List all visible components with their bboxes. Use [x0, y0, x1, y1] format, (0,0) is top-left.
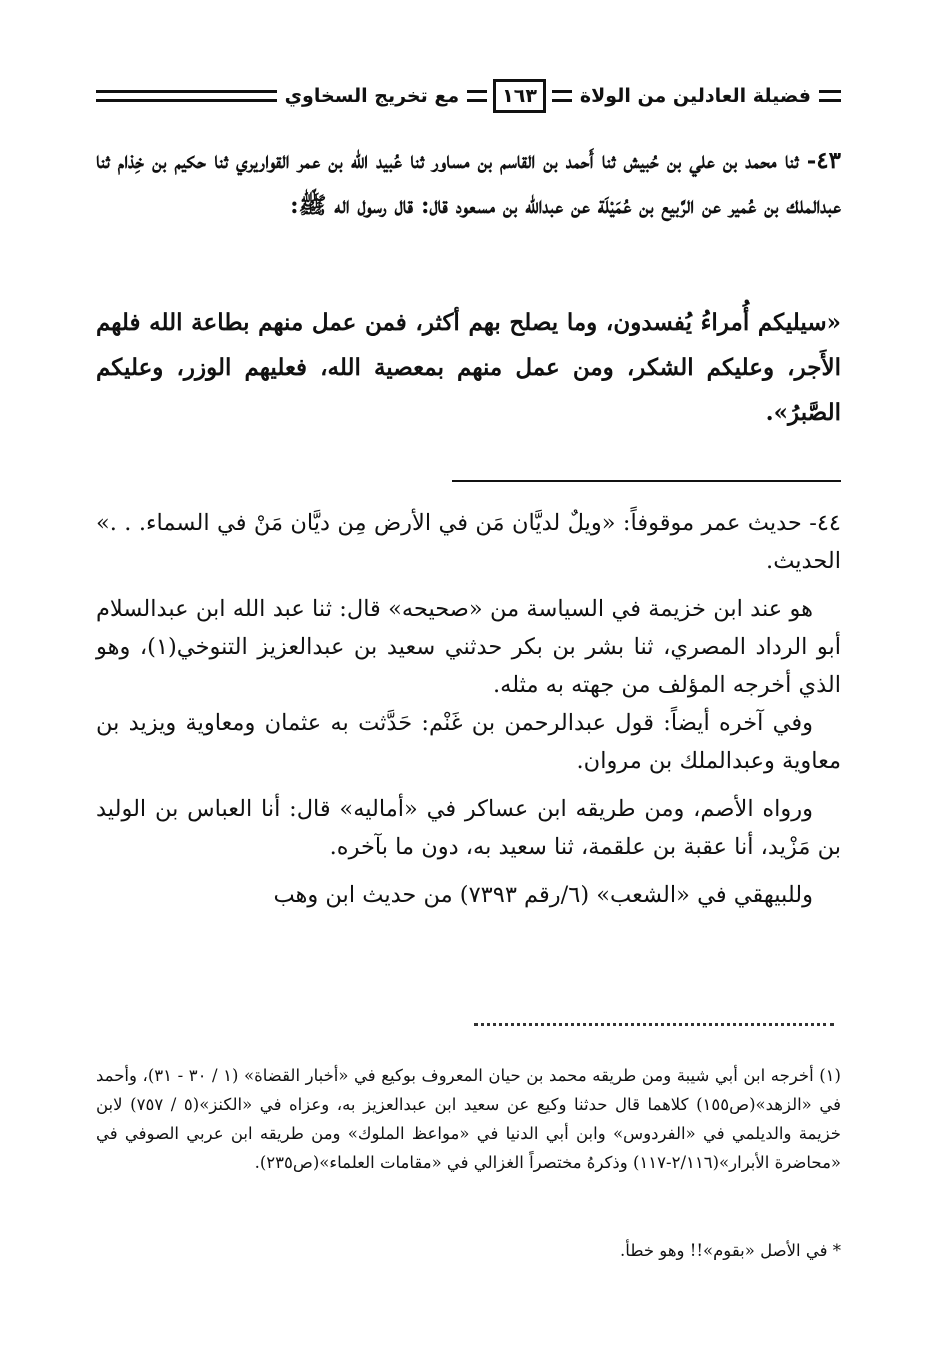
takhrij-section: [96, 504, 841, 914]
footnote-separator: [474, 1019, 834, 1026]
header-chapter-title: فضيلة العادلين من الولاة: [579, 85, 811, 107]
header-rule-left: [96, 90, 277, 102]
header-book-subtitle: مع تخريج السخاوي: [284, 85, 460, 107]
takhrij-paragraph-1: ٤٤- حديث عمر موقوفاً: «ويلٌ لديَّان مَن في الأرض مِن ديَّان مَنْ في السماء. . .» الحديث.: [96, 510, 841, 574]
hadith-43-matn-text: «سيليكم أُمراءُ يُفسدون، وما يصلح بهم أكثر، فمن عمل منهم بطاعة الله فلهم الأَجر، وعليكم الشكر، ومن عمل منهم بمعصية الله، فعليهم الوزر، وعليكم الصَّبرُ».: [96, 309, 841, 426]
footnote-1: [96, 1061, 841, 1177]
section-separator: [452, 480, 841, 482]
takhrij-paragraph-2: هو عند ابن خزيمة في السياسة من «صحيحه» قال: ثنا عبد الله ابن عبدالسلام أبو الرداد المصري، ثنا بشر بن بكر حدثني سعيد بن عبدالعزيز التنوخي(١)، وهو الذي أخرجه المؤلف من جهته به مثله.: [96, 596, 842, 698]
takhrij-paragraph-5: وللبيهقي في «الشعب» (٦/رقم ٧٣٩٣) من حديث ابن وهب: [273, 882, 813, 908]
running-header: [96, 76, 841, 116]
footnote-1-text: (١) أخرجه ابن أبي شيبة ومن طريقه محمد بن حيان المعروف بوكيع في «أخبار القضاة» (١ / ٣٠ - ٣١)، وأحمد في «الزهد»(ص١٥٥) كلاهما قال حدثنا وكيع عن سعيد ابن عبدالعزيز به، وعزاه في «الكنز»(٥ / ٧٥٧) لابن خزيمة والديلمي في «الفردوس» وابن أبي الدنيا في «مواعظ الملوك» ومن طريقه ابن عربي الصوفي في «محاضرة الأبرار»(٢/١١٦-١١٧) وذكرهُ مختصراً الغزالي في «مقامات العلماء»(ص٢٣٥).: [96, 1066, 841, 1172]
hadith-43-isnad-text: ٤٣- ثنا محمد بن علي بن حُبيش ثنا أَحمد بن القاسم بن مساور ثنا عُبيد الله بن عمر القواريري ثنا حكيم بن خِذام ثنا عبدالملك بن عُمير عن الرَّبيع بن عُمَيْلَة عن عبدالله بن مسعود قال: قال رسول اله ﷺ:: [96, 147, 842, 219]
page-number: ١٦٣: [493, 79, 546, 113]
header-rule-right: [819, 90, 841, 102]
header-rule-mid-2: [467, 90, 487, 102]
takhrij-paragraph-3: وفي آخره أيضاً: قول عبدالرحمن بن غَنْم: حَدَّثت به عثمان ومعاوية ويزيد بن معاوية وعبدالملك بن مروان.: [96, 710, 841, 774]
takhrij-paragraph-4: ورواه الأصم، ومن طريقه ابن عساكر في «أماليه» قال: أنا العباس بن الوليد بن مَزْيد، أنا عقبة بن علقمة، ثنا سعيد به، دون ما بآخره.: [96, 796, 841, 860]
hadith-43-matn: [96, 300, 841, 435]
hadith-43-isnad: [96, 138, 841, 228]
editor-note-text: * في الأصل «بقوم»!! وهو خطأ.: [620, 1241, 841, 1260]
header-rule-mid: [552, 90, 572, 102]
editor-note: [96, 1236, 841, 1265]
